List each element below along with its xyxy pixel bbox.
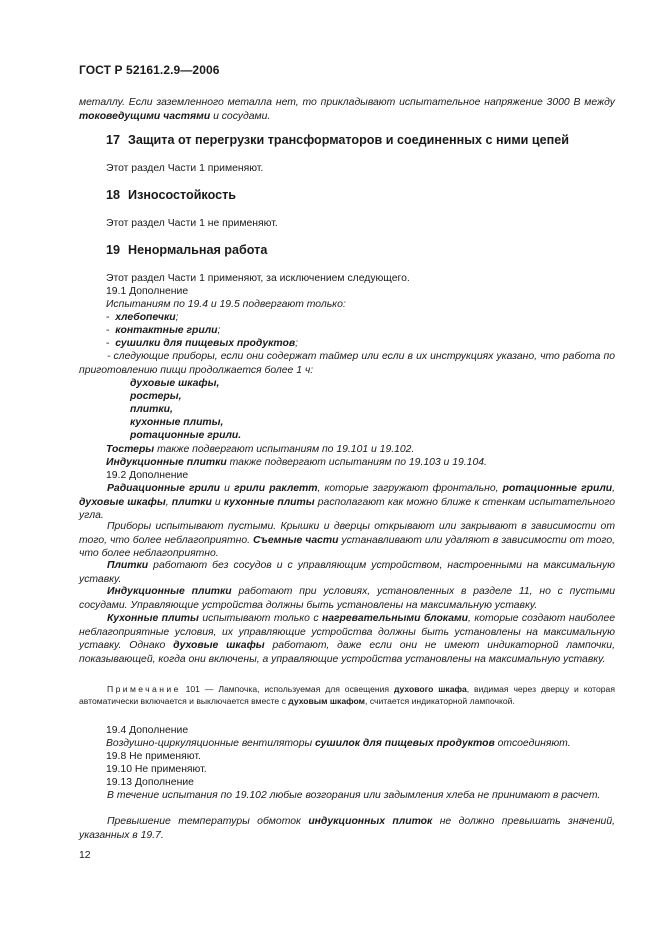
section-19-heading: 19 Ненормальная работа: [106, 243, 268, 257]
list-item-timer-devices: - следующие приборы, если они содержат таймер или если в их инструкциях указано, что работа по приготовлению пищи продолжается более 1 ч:: [79, 351, 615, 376]
clause-19-4-label: 19.4 Дополнение: [106, 725, 189, 736]
device-list-item: духовые шкафы,: [130, 378, 220, 389]
list-item: - сушилки для пищевых продуктов;: [106, 338, 298, 349]
section-18-text: Этот раздел Части 1 не применяют.: [106, 218, 278, 229]
document-header: ГОСТ Р 52161.2.9—2006: [79, 63, 220, 77]
page-number: 12: [79, 850, 91, 861]
list-item: - контактные грили;: [106, 325, 221, 336]
device-list-item: кухонные плиты,: [130, 417, 224, 428]
induction-paragraph: Индукционные плитки работают при условиях, установленных в разделе 11, но с пустыми сосудами. Управляющие устройства должны быть установлены на максимальную уставку.: [79, 586, 615, 611]
clause-19-8: 19.8 Не применяют.: [106, 751, 201, 762]
stoves-paragraph: Кухонные плиты испытывают только с нагревательными блоками, которые создают наиболее неблагоприятные условия, их управляющие устройства должны быть установлены на максимальную уставку. Однако духовые шкафы работают, даже если они не имеют индикаторной лампочки, показывающей, когда они включены, а управляющие устройства установлены на максимальную уставку.: [79, 613, 615, 665]
list-item: - хлебопечки;: [106, 312, 179, 323]
continued-paragraph: металлу. Если заземленного металла нет, то прикладывают испытательное напряжение 3000 В между токоведущими частями и сосудами.: [79, 97, 615, 122]
section-17-heading: 17 Защита от перегрузки трансформаторов и соединенных с ними цепей: [106, 133, 570, 147]
device-list-item: плитки,: [130, 404, 173, 415]
hobs-paragraph: Плитки работают без сосудов и с управляющим устройством, настроенными на максимальную уставку.: [79, 560, 615, 585]
clause-19-10: 19.10 Не применяют.: [106, 764, 207, 775]
device-list-item: ростеры,: [130, 391, 182, 402]
toasters-paragraph: Тостеры также подвергают испытаниям по 19.101 и 19.102.: [106, 444, 415, 455]
clause-19-2-label: 19.2 Дополнение: [106, 470, 189, 481]
section-17-text: Этот раздел Части 1 применяют.: [106, 163, 264, 174]
clause-19-1-intro: Испытаниям по 19.4 и 19.5 подвергают только:: [106, 299, 346, 310]
section-18-heading: 18 Износостойкость: [106, 188, 237, 202]
temperature-paragraph: Превышение температуры обмоток индукционных плиток не должно превышать значений, указанных в 19.7.: [79, 816, 615, 841]
note-101: Примечание 101 — Лампочка, используемая для освещения духового шкафа, видимая через дверцу и которая автоматически включается и выключается вместе с духовым шкафом, считается индикаторной лампочкой.: [79, 684, 615, 706]
clause-19-1-label: 19.1 Дополнение: [106, 286, 189, 297]
induction-tests-paragraph: Индукционные плитки также подвергают испытаниям по 19.103 и 19.104.: [106, 457, 487, 468]
section-19-text: Этот раздел Части 1 применяют, за исключением следующего.: [106, 273, 410, 284]
clause-19-13-label: 19.13 Дополнение: [106, 777, 194, 788]
fire-paragraph: В течение испытания по 19.102 любые возгорания или задымления хлеба не принимают в расчет.: [107, 790, 601, 801]
empty-appliances-paragraph: Приборы испытывают пустыми. Крышки и дверцы открывают или закрывают в зависимости от того, что более неблагоприятно. Съемные части устанавливают или удаляют в зависимости от того, что более неблагоприятно.: [79, 521, 615, 560]
device-list-item: ротационные грили.: [130, 430, 242, 441]
radiant-grills-paragraph: Радиационные грили и грили раклетт, которые загружают фронтально, ротационные грили, духовые шкафы, плитки и кухонные плиты располагают как можно ближе к стенкам испытательного угла.: [79, 483, 616, 522]
fans-paragraph: Воздушно-циркуляционные вентиляторы сушилок для пищевых продуктов отсоединяют.: [106, 738, 571, 749]
